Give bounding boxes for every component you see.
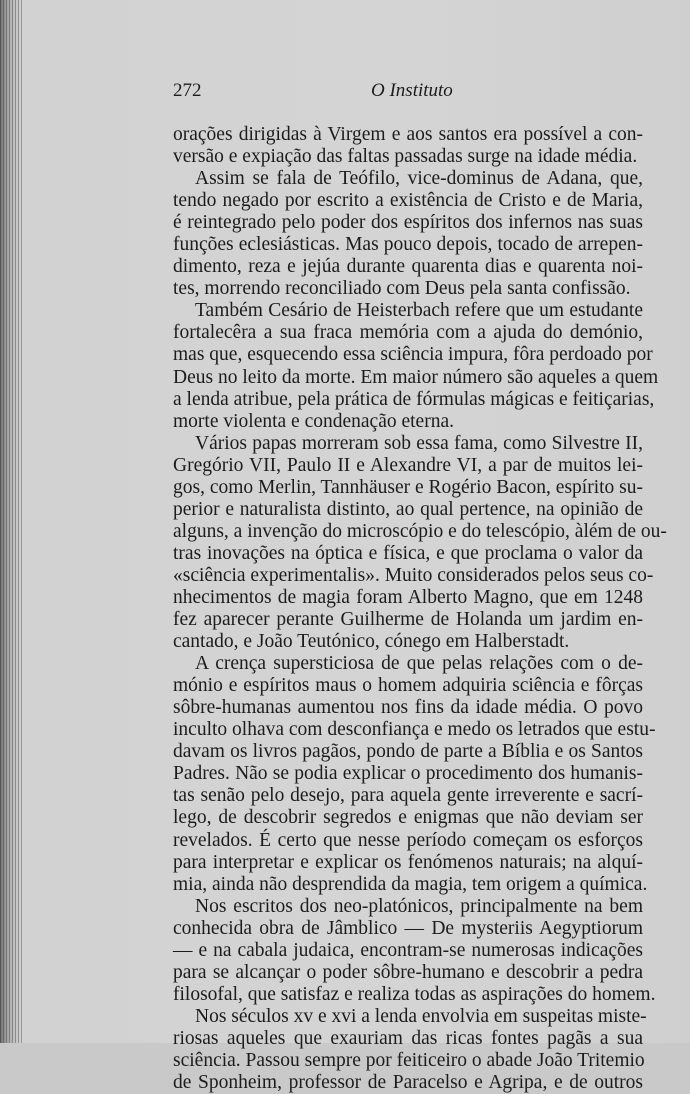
text-line: revelados. É certo que nesse período começam os esforços (173, 829, 643, 851)
text-line: «sciência experimentalis». Muito considerados pelos seus co- (173, 564, 654, 586)
text-line: versão e expiação das faltas passadas surge na idade média. (173, 146, 638, 168)
text-line: Nos escritos dos neo-platónicos, principalmente na bem (195, 895, 643, 917)
text-line: fez aparecer perante Guilherme de Holanda um jardim en- (173, 609, 643, 631)
page-number: 272 (173, 80, 202, 101)
text-line: cantado, e João Teutónico, cónego em Halberstadt. (173, 631, 570, 653)
text-line: sciência. Passou sempre por feiticeiro o abade João Tritemio (173, 1049, 645, 1071)
text-line: nhecimentos de magia foram Alberto Magno, que em 1248 (173, 586, 643, 608)
running-title: O Instituto (371, 80, 453, 101)
text-line: para se alcançar o poder sôbre-humano e descobrir a pedra (173, 961, 643, 983)
text-line: tes, morrendo reconciliado com Deus pela santa confissão. (173, 278, 631, 300)
text-line: inculto olhava com desconfiança e medo os letrados que estu- (173, 719, 656, 741)
text-line: Deus no leito da morte. Em maior número são aqueles a quem (173, 366, 659, 388)
text-line: Assim se fala de Teófilo, vice-dominus de Adana, que, (195, 168, 643, 190)
text-line: riosas aqueles que exauriam das ricas fontes pagãs a sua (173, 1027, 643, 1049)
text-line: morte violenta e condenação eterna. (173, 410, 454, 432)
text-line: dimento, reza e jejúa durante quarenta dias e quarenta noi- (173, 256, 643, 278)
text-line: conhecida obra de Jâmblico — De mysteriis Aegyptiorum (173, 917, 643, 939)
text-line: fortalecêra a sua fraca memória com a ajuda do demónio, (173, 322, 643, 344)
text-line: mónio e espíritos maus o homem adquiria sciência e fôrças (173, 675, 643, 697)
text-line: lego, de descobrir segredos e enigmas que não deviam ser (173, 807, 643, 829)
text-line: funções eclesiásticas. Mas pouco depois, tocado de arrepen- (173, 234, 643, 256)
text-line: davam os livros pagãos, pondo de parte a Bíblia e os Santos (173, 741, 643, 763)
text-line: — e na cabala judaica, encontram-se numerosas indicações (173, 939, 643, 961)
text-line: filosofal, que satisfaz e realiza todas as aspirações do homem. (173, 983, 656, 1005)
text-line: para interpretar e explicar os fenómenos naturais; na alquí- (173, 851, 643, 873)
text-line: a lenda atribue, pela prática de fórmulas mágicas e feitiçarias, (173, 388, 655, 410)
text-line: é reintegrado pelo poder dos espíritos dos infernos nas suas (173, 212, 643, 234)
text-line: tras inovações na óptica e física, e que proclama o valor da (173, 542, 643, 564)
text-line: tendo negado por escrito a existência de Cristo e de Maria, (173, 190, 643, 212)
body-text (173, 124, 667, 1094)
text-line: Gregório VII, Paulo II e Alexandre VI, a par de muitos lei- (173, 454, 643, 476)
text-line: Padres. Não se podia explicar o procedimento dos humanis- (173, 763, 643, 785)
text-line: Nos séculos xv e xvi a lenda envolvia em suspeitas miste- (195, 1005, 647, 1027)
text-line: mas que, esquecendo essa sciência impura, fôra perdoado por (173, 344, 653, 366)
text-line: mia, ainda não desprendida da magia, tem origem a química. (173, 873, 648, 895)
text-line: sôbre-humanas aumentou nos fins da idade média. O povo (173, 697, 643, 719)
text-line: Também Cesário de Heisterbach refere que um estudante (195, 300, 643, 322)
text-line: A crença supersticiosa de que pelas relações com o de- (195, 653, 643, 675)
text-line: perior e naturalista distinto, ao qual pertence, na opinião de (173, 498, 643, 520)
text-line: gos, como Merlin, Tannhäuser e Rogério Bacon, espírito su- (173, 476, 643, 498)
book-binding-shadow (0, 0, 22, 1043)
text-line: de Sponheim, professor de Paracelso e Agripa, e de outros (173, 1072, 643, 1094)
text-line: orações dirigidas à Virgem e aos santos era possível a con- (173, 124, 643, 145)
text-line: alguns, a invenção do microscópio e do telescópio, àlém de ou- (173, 520, 667, 542)
text-line: Vários papas morreram sob essa fama, como Silvestre II, (195, 432, 643, 454)
page-header (173, 80, 643, 106)
text-line: tas senão pelo desejo, para aquela gente irreverente e sacrí- (173, 785, 643, 807)
